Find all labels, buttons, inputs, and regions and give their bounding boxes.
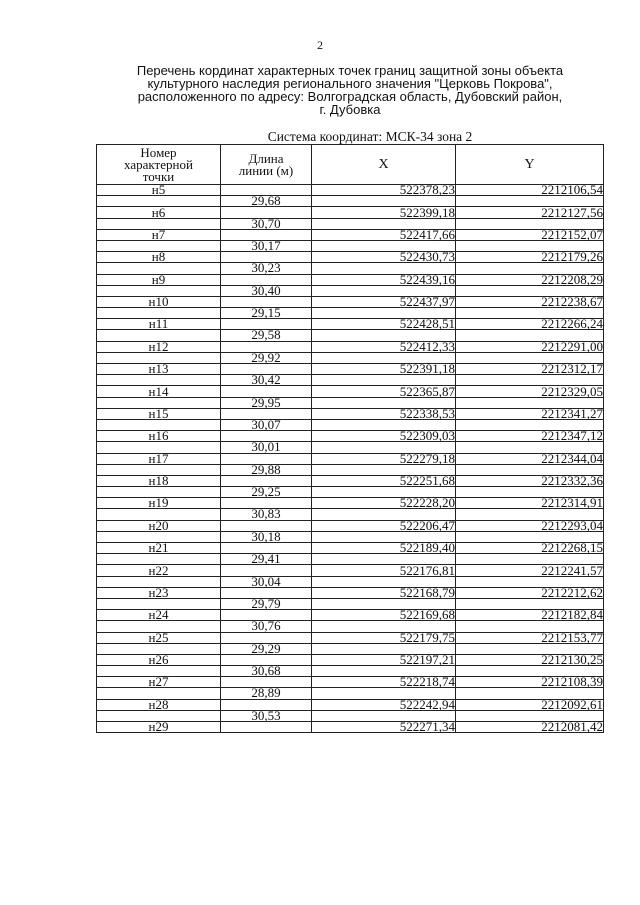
point-name-cell: н26 [97, 654, 221, 665]
y-coordinate-cell: 2212152,07 [456, 229, 604, 240]
y-coordinate-cell: 2212314,91 [456, 498, 604, 509]
table-row [97, 408, 604, 419]
point-name-cell: н13 [97, 364, 221, 375]
y-coordinate-cell: 2212153,77 [456, 632, 604, 643]
point-name-cell: н7 [97, 229, 221, 240]
line-length-cell: 30,70 [221, 218, 312, 229]
y-coordinate-cell: 2212092,61 [456, 699, 604, 710]
x-coordinate-cell: 522279,18 [312, 453, 456, 464]
point-name-cell: н22 [97, 565, 221, 576]
point-name-cell: н27 [97, 677, 221, 688]
table-row [97, 352, 604, 363]
y-coordinate-cell: 2212347,12 [456, 431, 604, 442]
point-name-cell: н20 [97, 520, 221, 531]
point-name-cell: н21 [97, 543, 221, 554]
table-row [97, 453, 604, 464]
point-name-cell: н28 [97, 699, 221, 710]
y-coordinate-cell: 2212341,27 [456, 408, 604, 419]
y-coordinate-cell: 2212332,36 [456, 475, 604, 486]
table-row [97, 240, 604, 251]
x-coordinate-cell: 522189,40 [312, 543, 456, 554]
table-row [97, 576, 604, 587]
table-row [97, 654, 604, 665]
x-coordinate-cell: 522179,75 [312, 632, 456, 643]
line-length-cell: 30,42 [221, 375, 312, 386]
table-row [97, 509, 604, 520]
page-number: 2 [317, 38, 323, 52]
x-coordinate-cell: 522251,68 [312, 475, 456, 486]
x-coordinate-cell: 522271,34 [312, 722, 456, 733]
table-row [97, 565, 604, 576]
line-length-cell: 29,95 [221, 397, 312, 408]
header-y: Y [456, 145, 604, 185]
x-coordinate-cell: 522176,81 [312, 565, 456, 576]
y-coordinate-cell: 2212344,04 [456, 453, 604, 464]
table-row [97, 610, 604, 621]
x-coordinate-cell: 522430,73 [312, 252, 456, 263]
line-length-cell: 30,76 [221, 621, 312, 632]
line-length-cell: 30,04 [221, 576, 312, 587]
line-length-cell: 29,79 [221, 598, 312, 609]
point-name-cell: н29 [97, 722, 221, 733]
title-line: г. Дубовка [319, 102, 381, 117]
y-coordinate-cell: 2212127,56 [456, 207, 604, 218]
x-coordinate-cell: 522206,47 [312, 520, 456, 531]
x-coordinate-cell: 522338,53 [312, 408, 456, 419]
header-point-number: Номер характерной точки [97, 145, 221, 185]
point-name-cell: н11 [97, 319, 221, 330]
table-row [97, 319, 604, 330]
table-row [97, 375, 604, 386]
point-name-cell: н23 [97, 587, 221, 598]
x-coordinate-cell: 522309,03 [312, 431, 456, 442]
table-row [97, 296, 604, 307]
x-coordinate-cell: 522228,20 [312, 498, 456, 509]
table-row [97, 710, 604, 721]
table-row [97, 207, 604, 218]
line-length-cell: 29,41 [221, 554, 312, 565]
y-coordinate-cell: 2212238,67 [456, 296, 604, 307]
table-row [97, 543, 604, 554]
table-row [97, 699, 604, 710]
line-length-cell: 30,83 [221, 509, 312, 520]
table-row [97, 554, 604, 565]
table-row [97, 475, 604, 486]
table-row [97, 341, 604, 352]
coordinate-system-label: Система координат: МСК-34 зона 2 [267, 129, 473, 144]
x-coordinate-cell: 522168,79 [312, 587, 456, 598]
title-line: культурного наследия регионального значения "Церковь Покрова", [147, 76, 553, 91]
point-name-cell: н9 [97, 274, 221, 285]
line-length-cell: 30,18 [221, 531, 312, 542]
point-name-cell: н10 [97, 296, 221, 307]
y-coordinate-cell: 2212106,54 [456, 185, 604, 196]
y-coordinate-cell: 2212291,00 [456, 341, 604, 352]
table-row [97, 722, 604, 733]
table-row [97, 598, 604, 609]
table-row [97, 520, 604, 531]
table-row [97, 386, 604, 397]
table-row [97, 666, 604, 677]
y-coordinate-cell: 2212293,04 [456, 520, 604, 531]
x-coordinate-cell: 522428,51 [312, 319, 456, 330]
line-length-cell: 30,40 [221, 285, 312, 296]
x-coordinate-cell: 522365,87 [312, 386, 456, 397]
line-length-cell: 28,89 [221, 688, 312, 699]
y-coordinate-cell: 2212208,29 [456, 274, 604, 285]
table-row [97, 677, 604, 688]
table-row [97, 442, 604, 453]
table-row [97, 587, 604, 598]
table-row [97, 263, 604, 274]
point-name-cell: н19 [97, 498, 221, 509]
x-coordinate-cell: 522412,33 [312, 341, 456, 352]
point-name-cell: н25 [97, 632, 221, 643]
line-length-cell: 30,01 [221, 442, 312, 453]
table-row [97, 285, 604, 296]
title-line: расположенного по адресу: Волгоградская область, Дубовский район, [137, 89, 563, 104]
table-row [97, 419, 604, 430]
x-coordinate-cell: 522169,68 [312, 610, 456, 621]
y-coordinate-cell: 2212081,42 [456, 722, 604, 733]
document-title [110, 64, 590, 116]
line-length-cell: 30,68 [221, 666, 312, 677]
y-coordinate-cell: 2212268,15 [456, 543, 604, 554]
point-name-cell: н5 [97, 185, 221, 196]
line-length-cell: 30,17 [221, 240, 312, 251]
coordinates-table-body [97, 182, 604, 735]
table-row [97, 330, 604, 341]
point-name-cell: н8 [97, 252, 221, 263]
y-coordinate-cell: 2212179,26 [456, 252, 604, 263]
point-name-cell: н15 [97, 408, 221, 419]
line-length-cell: 30,53 [221, 710, 312, 721]
line-length-cell: 30,23 [221, 263, 312, 274]
table-row [97, 364, 604, 375]
length-empty-cell [221, 722, 312, 733]
x-coordinate-cell: 522197,21 [312, 654, 456, 665]
y-coordinate-cell: 2212241,57 [456, 565, 604, 576]
title-line: Перечень кординат характерных точек границ защитной зоны объекта [136, 63, 564, 78]
y-coordinate-cell: 2212212,62 [456, 587, 604, 598]
table-row [97, 464, 604, 475]
table-row [97, 688, 604, 699]
line-length-cell: 29,25 [221, 487, 312, 498]
table-row [97, 308, 604, 319]
table-row [97, 229, 604, 240]
table-row [97, 498, 604, 509]
table-header-row [97, 145, 604, 185]
point-name-cell: н17 [97, 453, 221, 464]
y-coordinate-cell: 2212312,17 [456, 364, 604, 375]
x-coordinate-cell: 522437,97 [312, 296, 456, 307]
line-length-cell: 30,07 [221, 419, 312, 430]
line-length-cell: 29,29 [221, 643, 312, 654]
header-x: X [312, 145, 456, 185]
y-coordinate-cell: 2212329,05 [456, 386, 604, 397]
point-name-cell: н14 [97, 386, 221, 397]
x-coordinate-cell: 522378,23 [312, 185, 456, 196]
point-name-cell: н12 [97, 341, 221, 352]
table-row [97, 431, 604, 442]
line-length-cell: 29,92 [221, 352, 312, 363]
y-coordinate-cell: 2212182,84 [456, 610, 604, 621]
table-row [97, 487, 604, 498]
x-coordinate-cell: 522218,74 [312, 677, 456, 688]
x-coordinate-cell: 522399,18 [312, 207, 456, 218]
line-length-cell: 29,68 [221, 196, 312, 207]
coordinates-table [96, 144, 604, 733]
y-coordinate-cell: 2212108,39 [456, 677, 604, 688]
table-row [97, 218, 604, 229]
header-line-length: Длина линии (м) [221, 145, 312, 185]
y-coordinate-cell: 2212266,24 [456, 319, 604, 330]
line-length-cell: 29,58 [221, 330, 312, 341]
line-length-cell: 29,15 [221, 308, 312, 319]
table-row [97, 397, 604, 408]
x-coordinate-cell: 522439,16 [312, 274, 456, 285]
point-name-cell: н18 [97, 475, 221, 486]
x-coordinate-cell: 522417,66 [312, 229, 456, 240]
table-row [97, 643, 604, 654]
table-row [97, 632, 604, 643]
x-coordinate-cell: 522391,18 [312, 364, 456, 375]
point-name-cell: н16 [97, 431, 221, 442]
x-coordinate-cell: 522242,94 [312, 699, 456, 710]
table-row [97, 196, 604, 207]
table-row [97, 531, 604, 542]
point-name-cell: н6 [97, 207, 221, 218]
y-coordinate-cell: 2212130,25 [456, 654, 604, 665]
table-row [97, 185, 604, 196]
line-length-cell: 29,88 [221, 464, 312, 475]
table-row [97, 274, 604, 285]
table-row [97, 252, 604, 263]
point-name-cell: н24 [97, 610, 221, 621]
table-row [97, 621, 604, 632]
